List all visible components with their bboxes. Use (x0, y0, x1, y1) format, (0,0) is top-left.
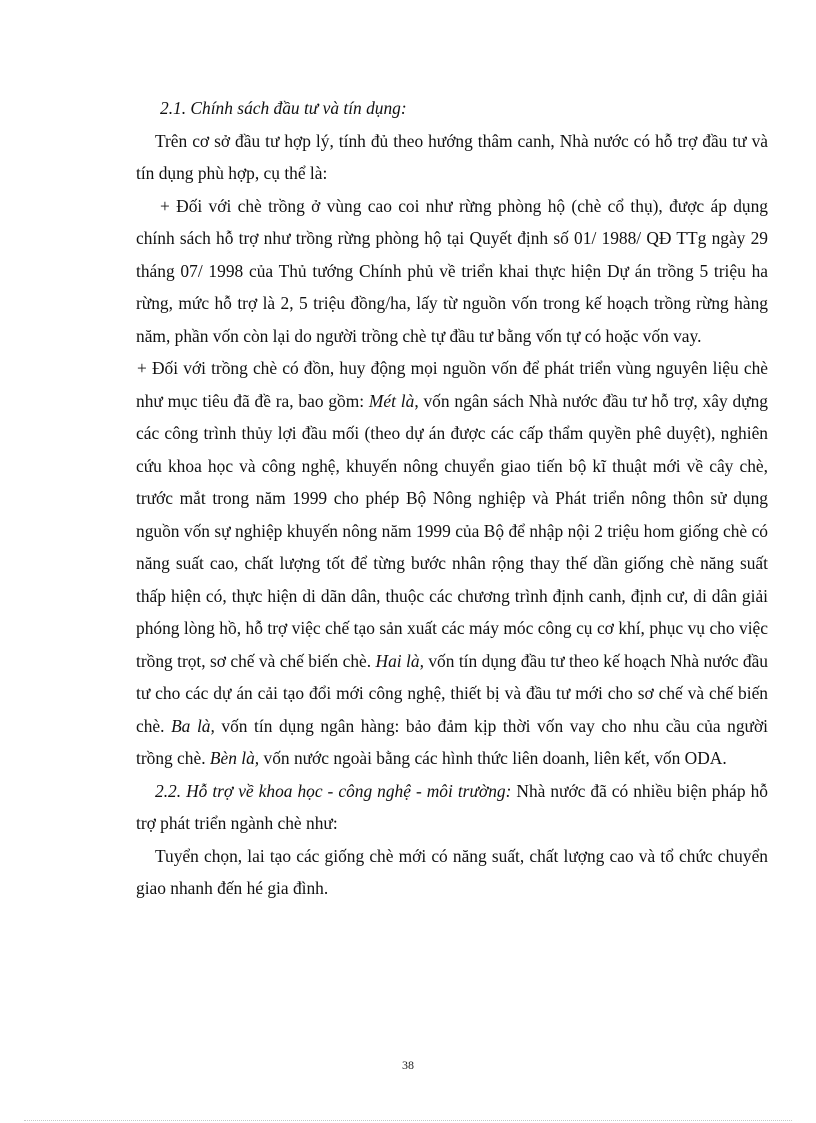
page-bottom-divider (24, 1120, 792, 1121)
paragraph-item-1: + Đối với chè trồng ở vùng cao coi như rừng phòng hộ (chè cổ thụ), được áp dụng chính sách hỗ trợ như trồng rừng phòng hộ tại Quyết định số 01/ 1988/ QĐ TTg ngày 29 tháng 07/ 1998 của Thủ tướng Chính phủ về triển khai thực hiện Dự án trồng 5 triệu ha rừng, mức hỗ trợ là 2, 5 triệu đồng/ha, lấy từ nguồn vốn trong kế hoạch trồng rừng hàng năm, phần vốn còn lại do người trồng chè tự đầu tư bằng vốn tự có hoặc vốn vay. (136, 195, 768, 346)
item-2-text-a: + Đối với trồng chè có đồn, huy động mọi nguồn vốn để phát triển vùng nguyên liệu chè như mục tiêu đã đề ra, bao gồm: (136, 358, 768, 411)
item-2-text-d: vốn tín dụng ngân hàng: bảo đảm kịp thời vốn vay cho nhu cầu của người trồng chè. (136, 715, 768, 768)
document-body (136, 92, 768, 905)
page-number: 38 (402, 1058, 414, 1072)
item-2-mot-la: Mét là (368, 390, 415, 411)
paragraph-2-2-item-1: Tuyển chọn, lai tạo các giống chè mới có năng suất, chất lượng cao và tổ chức chuyển giao nhanh đến hé gia đình. (136, 845, 768, 898)
item-2-text-b: , vốn ngân sách Nhà nước đầu tư hỗ trợ, xây dựng các công trình thủy lợi đầu mối (theo dự án được các cấp thẩm quyền phê duyệt), nghiên cứu khoa học và công nghệ, khuyến nông chuyển giao tiến bộ kĩ thuật mới về cây chè, trước mắt trong năm 1999 cho phép Bộ Nông nghiệp và Phát triển nông thôn sử dụng nguồn vốn sự nghiệp khuyến nông năm 1999 của Bộ để nhập nội 2 triệu hom giống chè có năng suất cao, chất lượng tốt để từng bước nhân rộng thay thế dần giống chè năng suất thấp hiện có, thực hiện di dãn dân, thuộc các chương trình định canh, định cư, di dân giải phóng lòng hồ, hỗ trợ việc chế tạo sản xuất các máy móc công cụ cơ khí, phục vụ cho việc trồng trọt, sơ chế và chế biến chè. (136, 390, 768, 671)
paragraph-intro: Trên cơ sở đầu tư hợp lý, tính đủ theo hướng thâm canh, Nhà nước có hỗ trợ đầu tư và tín dụng phù hợp, cụ thể là: (136, 130, 768, 183)
section-heading-2-2: 2.2. Hỗ trợ về khoa học - công nghệ - môi trường: (155, 780, 512, 801)
item-2-hai-la: Hai là, (375, 650, 424, 671)
section-heading-2-1: 2.1. Chính sách đầu tư và tín dụng: (160, 98, 407, 118)
item-2-bon-la: Bèn là, (209, 748, 260, 768)
section-2-2-heading-tail: Nhà nước đã có nhiều biện pháp hỗ trợ phát triển ngành chè như: (136, 780, 768, 833)
item-2-ba-la: Ba là, (171, 715, 215, 736)
item-2-text-c: vốn tín dụng đầu tư theo kế hoạch Nhà nước đầu tư cho các dự án cải tạo đổi mới công nghệ, thiết bị và đầu tư mới cho sơ chế và chế biến chè. (136, 650, 768, 736)
section-2-2-paragraph (136, 775, 768, 840)
item-2-text-e: vốn nước ngoài bằng các hình thức liên doanh, liên kết, vốn ODA. (259, 748, 727, 768)
paragraph-item-2 (136, 352, 768, 775)
